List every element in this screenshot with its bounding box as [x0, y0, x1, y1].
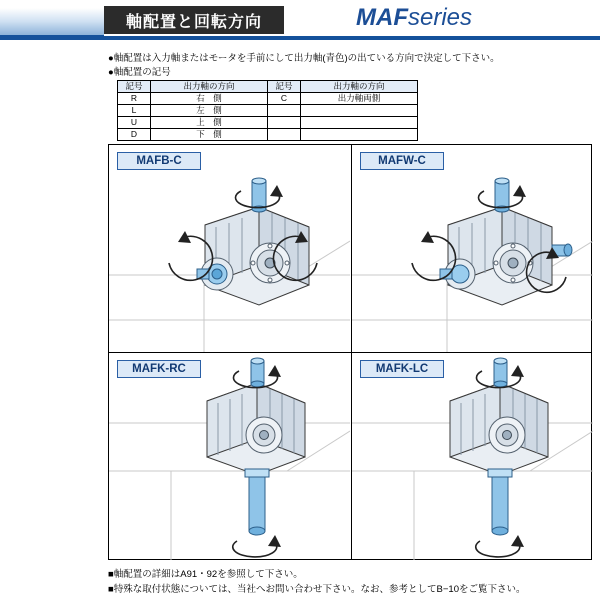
panel-label-mafw-c: MAFW-C [360, 152, 444, 170]
table-row [118, 117, 418, 129]
th-code-2: 記号 [268, 81, 301, 93]
footer-note-detail: ■軸配置の詳細はA91・92を参照して下さい。 [108, 569, 303, 580]
page-header [0, 0, 600, 46]
table-row [118, 129, 418, 141]
th-code-1: 記号 [118, 81, 151, 93]
series-logo-thin: series [407, 4, 473, 31]
series-logo [356, 4, 472, 32]
cell-dir-l: 左 側 [151, 105, 268, 117]
table-header-row [118, 81, 418, 93]
gearbox-illustration-mafw-c [352, 145, 593, 352]
panel-label-mafk-rc: MAFK-RC [117, 360, 201, 378]
cell-code-r: R [118, 93, 151, 105]
cell-blank-4 [301, 117, 418, 129]
footer-note-special: ■特殊な取付状態については、当社へお問い合わせ下さい。なお、参考としてB−10をご覧下さい。 [108, 584, 526, 595]
gearbox-illustration-mafk-lc [352, 353, 593, 560]
table-row [118, 93, 418, 105]
th-dir-2: 出力軸の方向 [301, 81, 418, 93]
table-row [118, 105, 418, 117]
cell-dir-d: 下 側 [151, 129, 268, 141]
header-rule [104, 36, 600, 40]
cell-dir-r: 右 側 [151, 93, 268, 105]
note-axis-arrangement: ●軸配置は入力軸またはモータを手前にして出力軸(青色)の出ている方向で決定して下さい。 [108, 53, 500, 64]
gearbox-illustration-mafk-rc [109, 353, 350, 560]
cell-code-u: U [118, 117, 151, 129]
diagram-cell-mafk-lc [352, 353, 593, 560]
cell-code-c: C [268, 93, 301, 105]
panel-label-mafk-lc: MAFK-LC [360, 360, 444, 378]
diagram-cell-mafw-c [352, 145, 593, 352]
note-symbol-heading: ●軸配置の記号 [108, 67, 171, 78]
th-dir-1: 出力軸の方向 [151, 81, 268, 93]
cell-code-d: D [118, 129, 151, 141]
cell-dir-c: 出力軸両側 [301, 93, 418, 105]
cell-blank-2 [301, 105, 418, 117]
cell-code-l: L [118, 105, 151, 117]
diagram-cell-mafb-c [109, 145, 350, 352]
cell-dir-u: 上 側 [151, 117, 268, 129]
series-logo-bold: MAF [356, 4, 408, 31]
cell-blank-6 [301, 129, 418, 141]
cell-blank-3 [268, 117, 301, 129]
cell-blank-1 [268, 105, 301, 117]
diagram-cell-mafk-rc [109, 353, 350, 560]
header-rule-left [0, 36, 104, 40]
page-title: 軸配置と回転方向 [104, 6, 284, 34]
gearbox-illustration-mafb-c [109, 145, 350, 352]
cell-blank-5 [268, 129, 301, 141]
diagram-panel [108, 144, 592, 560]
header-left-gradient-band [0, 8, 104, 38]
symbol-table [117, 80, 418, 141]
panel-label-mafb-c: MAFB-C [117, 152, 201, 170]
